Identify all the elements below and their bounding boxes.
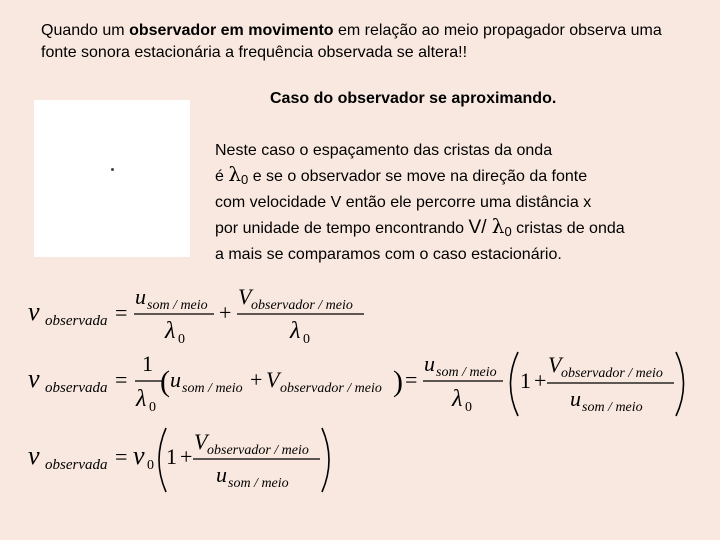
plus-sign: + [534, 368, 547, 393]
zero-subscript: 0 [465, 400, 472, 415]
u-symbol: u [135, 284, 146, 309]
observador-meio-subscript: observador / meio [280, 381, 382, 396]
u-symbol: u [170, 367, 181, 392]
para-line4-a: por unidade de tempo encontrando [215, 219, 469, 237]
big-right-paren [676, 352, 684, 416]
nu-symbol: ν [133, 441, 145, 470]
nu-symbol: ν [28, 297, 40, 326]
plus-sign: + [180, 444, 193, 469]
lambda-symbol: λ [452, 386, 463, 412]
one-digit: 1 [166, 444, 177, 469]
equals-sign: = [115, 444, 128, 469]
lambda-subscript-2: 0 [504, 223, 512, 239]
big-left-paren [159, 428, 166, 492]
lambda-subscript: 0 [241, 171, 249, 187]
observada-subscript: observada [45, 380, 108, 396]
v-symbol: V [194, 429, 208, 454]
lambda-symbol: λ [228, 161, 242, 186]
som-meio-subscript: som / meio [436, 365, 497, 380]
left-paren: ( [160, 365, 170, 398]
para-line1: Neste caso o espaçamento das cristas da onda [215, 142, 553, 159]
equals-sign: = [405, 367, 418, 392]
u-symbol: u [216, 462, 227, 487]
para-line5: a mais se comparamos com o caso estacionário. [215, 246, 562, 263]
intro-part2: em relação ao meio propagador observa uma fonte sonora estacionária a frequência observada se altera!! [41, 22, 662, 61]
right-paren: ) [393, 365, 403, 398]
big-right-paren [322, 428, 329, 492]
lambda-symbol-2: λ [491, 213, 505, 238]
observador-meio-subscript: observador / meio [207, 443, 309, 458]
para-line2-b: e se o observador se move na direção da fonte [248, 167, 588, 185]
lambda-symbol: λ [136, 386, 147, 412]
lambda-symbol: λ [165, 318, 176, 344]
observador-meio-subscript: observador / meio [251, 298, 353, 313]
observador-meio-subscript: observador / meio [561, 366, 663, 381]
para-line3: com velocidade V então ele percorre uma distância x [215, 194, 592, 211]
som-meio-subscript: som / meio [582, 400, 643, 415]
zero-subscript: 0 [303, 332, 310, 347]
zero-subscript: 0 [149, 400, 156, 415]
nu-symbol: ν [28, 364, 40, 393]
u-symbol: u [570, 386, 581, 411]
observada-subscript: observada [45, 313, 108, 329]
zero-subscript: 0 [178, 332, 185, 347]
v-symbol: V [238, 284, 252, 309]
equals-sign: = [115, 367, 128, 392]
v-symbol: V/ [468, 216, 492, 238]
equation-2 [28, 351, 684, 416]
section-heading: Caso do observador se aproximando. [270, 90, 557, 107]
plus-sign: + [219, 300, 232, 325]
intro-part1: Quando um [41, 22, 130, 39]
som-meio-subscript: som / meio [228, 476, 289, 491]
para-line2-a: é [215, 167, 229, 185]
intro-bold: observador em movimento [129, 22, 334, 39]
lambda-symbol: λ [290, 318, 301, 344]
som-meio-subscript: som / meio [147, 298, 208, 313]
equation-3 [28, 428, 329, 492]
u-symbol: u [424, 351, 435, 376]
observada-subscript: observada [45, 457, 108, 473]
big-left-paren [511, 352, 519, 416]
one-digit: 1 [520, 368, 531, 393]
nu-symbol: ν [28, 441, 40, 470]
v-symbol: V [266, 367, 280, 392]
one-digit: 1 [142, 351, 153, 376]
equation-1 [28, 284, 364, 347]
equals-sign: = [115, 300, 128, 325]
zero-subscript: 0 [147, 458, 154, 473]
para-line4-b: cristas de onda [511, 219, 625, 237]
som-meio-subscript: som / meio [182, 381, 243, 396]
v-symbol: V [548, 352, 562, 377]
plus-sign: + [250, 367, 263, 392]
